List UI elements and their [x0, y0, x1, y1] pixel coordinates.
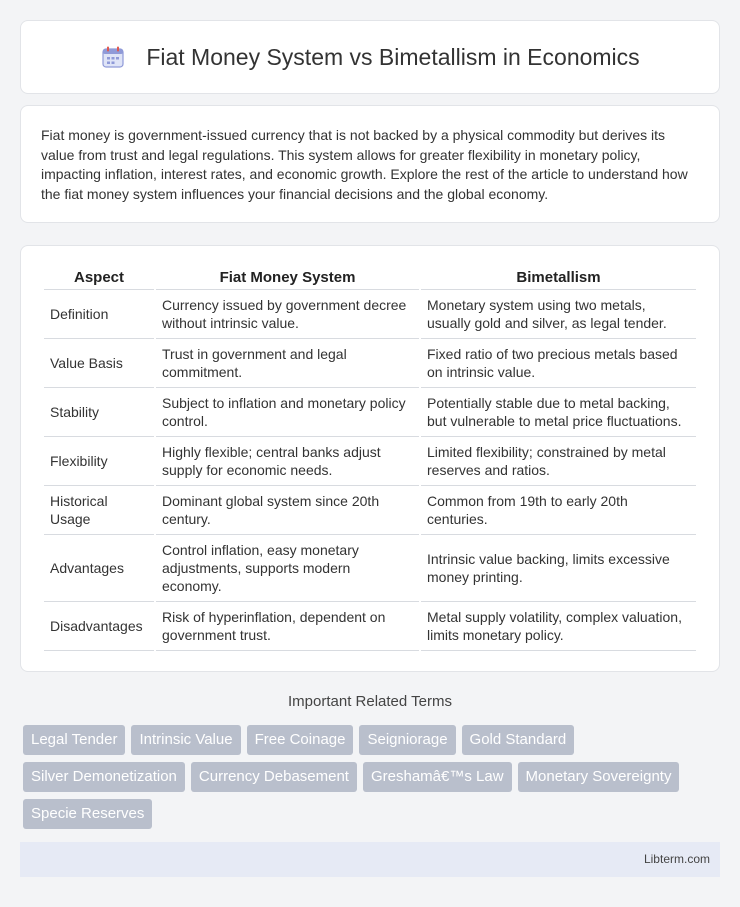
footer-brand-link[interactable]: Libterm.com [643, 852, 710, 866]
header-fiat: Fiat Money System [156, 266, 419, 290]
cell-fiat: Risk of hyperinflation, dependent on government trust. [156, 602, 419, 651]
table-row [44, 388, 696, 437]
cell-aspect: Flexibility [44, 437, 154, 486]
tag-specie-reserves[interactable]: Specie Reserves [23, 799, 152, 829]
cell-aspect: Disadvantages [44, 602, 154, 651]
comparison-table [42, 266, 698, 651]
cell-aspect: Value Basis [44, 339, 154, 388]
header-aspect: Aspect [44, 266, 154, 290]
tag-monetary-sovereignty[interactable]: Monetary Sovereignty [518, 762, 680, 792]
cell-fiat: Trust in government and legal commitment. [156, 339, 419, 388]
cell-aspect: Advantages [44, 535, 154, 602]
comparison-table-card [20, 245, 720, 672]
cell-aspect: Historical Usage [44, 486, 154, 535]
table-row [44, 535, 696, 602]
tag-gold-standard[interactable]: Gold Standard [462, 725, 575, 755]
cell-fiat: Highly flexible; central banks adjust supply for economic needs. [156, 437, 419, 486]
footer [20, 842, 720, 877]
cell-bimetallism: Potentially stable due to metal backing, but vulnerable to metal price fluctuations. [421, 388, 696, 437]
cell-fiat: Subject to inflation and monetary policy control. [156, 388, 419, 437]
table-row [44, 437, 696, 486]
intro-card [20, 105, 720, 223]
related-terms-title: Important Related Terms [288, 693, 452, 710]
tag-greshams-law[interactable]: Greshamâ€™s Law [363, 762, 512, 792]
cell-bimetallism: Metal supply volatility, complex valuation, limits monetary policy. [421, 602, 696, 651]
cell-fiat: Currency issued by government decree without intrinsic value. [156, 290, 419, 339]
intro-text: Fiat money is government-issued currency that is not backed by a physical commodity but derives its value from trust and legal regulations. This system allows for greater flexibility in monetary policy, impacting inflation, interest rates, and economic growth. Explore the rest of the article to understand how the fiat money system influences your financial decisions and the global economy. [41, 127, 688, 202]
page-title: Fiat Money System vs Bimetallism in Economics [146, 43, 640, 70]
header-bimetallism: Bimetallism [421, 266, 696, 290]
cell-bimetallism: Limited flexibility; constrained by metal reserves and ratios. [421, 437, 696, 486]
table-row [44, 290, 696, 339]
tag-silver-demonetization[interactable]: Silver Demonetization [23, 762, 185, 792]
cell-bimetallism: Monetary system using two metals, usually gold and silver, as legal tender. [421, 290, 696, 339]
tag-currency-debasement[interactable]: Currency Debasement [191, 762, 357, 792]
table-row [44, 602, 696, 651]
cell-bimetallism: Common from 19th to early 20th centuries. [421, 486, 696, 535]
title-card [20, 20, 720, 94]
table-row [44, 486, 696, 535]
cell-fiat: Control inflation, easy monetary adjustments, supports modern economy. [156, 535, 419, 602]
cell-aspect: Definition [44, 290, 154, 339]
tag-free-coinage[interactable]: Free Coinage [247, 725, 354, 755]
tag-seigniorage[interactable]: Seigniorage [359, 725, 455, 755]
table-row [44, 339, 696, 388]
cell-fiat: Dominant global system since 20th century. [156, 486, 419, 535]
related-terms-list [23, 725, 723, 829]
table-header-row [44, 266, 696, 290]
tag-legal-tender[interactable]: Legal Tender [23, 725, 125, 755]
tag-intrinsic-value[interactable]: Intrinsic Value [131, 725, 240, 755]
calendar-icon [100, 44, 126, 70]
cell-bimetallism: Fixed ratio of two precious metals based on intrinsic value. [421, 339, 696, 388]
cell-aspect: Stability [44, 388, 154, 437]
cell-bimetallism: Intrinsic value backing, limits excessive money printing. [421, 535, 696, 602]
